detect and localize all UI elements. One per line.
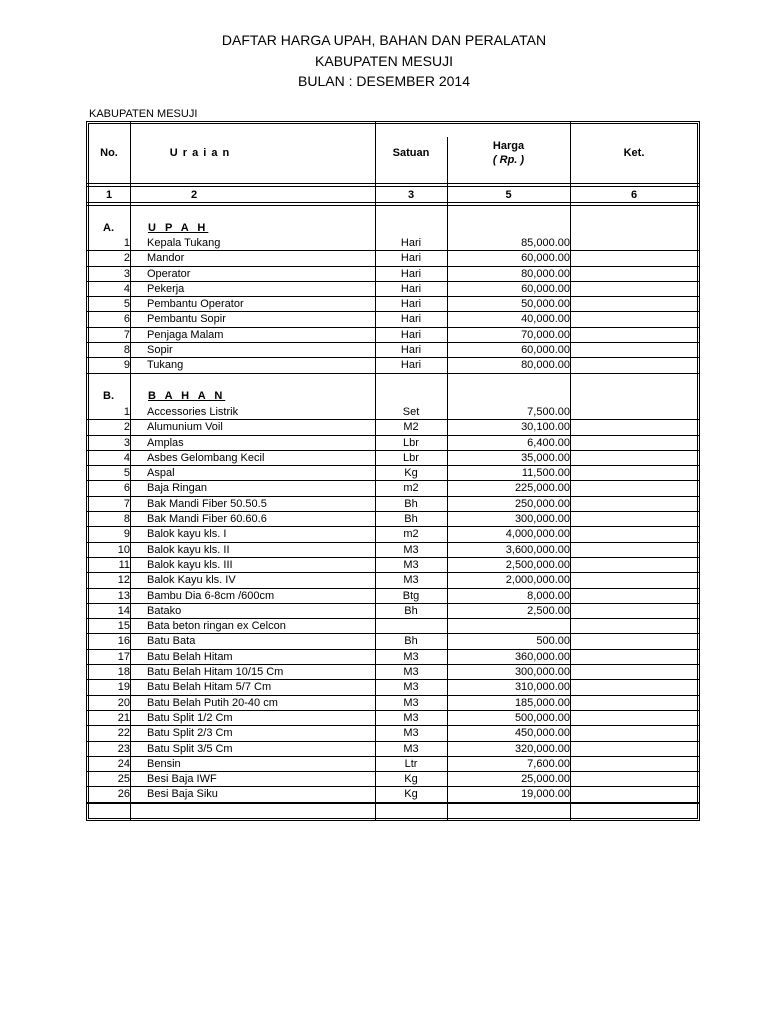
table-row [86, 742, 700, 757]
row-unit: Kg [404, 773, 418, 786]
row-description: Bensin [147, 757, 181, 770]
row-price: 7,600.00 [527, 757, 570, 770]
table-row [86, 328, 700, 343]
row-price: 25,000.00 [521, 773, 570, 786]
row-description: Besi Baja IWF [147, 773, 217, 786]
row-unit: Bh [404, 635, 418, 648]
row-description: Batu Split 2/3 Cm [147, 727, 233, 740]
row-description: Baja Ringan [147, 482, 207, 495]
row-unit: Hari [400, 298, 422, 311]
row-description: Kepala Tukang [147, 237, 221, 249]
table-row [86, 772, 700, 787]
row-unit: M3 [403, 574, 419, 587]
row-number: 7 [123, 497, 130, 510]
row-number: 25 [117, 773, 130, 786]
row-unit: M3 [403, 666, 419, 679]
section-title: B A H A N [148, 390, 226, 402]
header-divider [86, 183, 700, 184]
header-divider [86, 205, 700, 206]
table-row [86, 297, 700, 312]
row-unit: M3 [403, 650, 419, 663]
row-description: Balok kayu kls. I [147, 528, 227, 541]
table-row [86, 481, 700, 496]
row-price: 7,500.00 [527, 406, 570, 418]
row-unit: Kg [404, 788, 418, 801]
row-unit: M3 [403, 543, 419, 556]
row-number: 6 [123, 313, 130, 326]
table-row [86, 497, 700, 512]
column-number: 3 [407, 189, 415, 201]
row-number: 20 [117, 696, 130, 709]
table-row [86, 251, 700, 266]
row-description: Mandor [147, 252, 185, 265]
row-price: 320,000.00 [514, 742, 570, 755]
row-price: 4,000,000.00 [505, 528, 570, 541]
row-number: 13 [117, 589, 130, 602]
row-unit: M2 [403, 421, 419, 434]
row-description: Batu Belah Hitam 5/7 Cm [147, 681, 272, 694]
table-row [86, 573, 700, 588]
row-number: 23 [117, 742, 130, 755]
row-description: Balok kayu kls. II [147, 543, 230, 556]
row-description: Sopir [147, 344, 173, 357]
row-unit: Hari [400, 344, 422, 357]
document-subtitle-region: KABUPATEN MESUJI [315, 53, 453, 69]
row-price: 2,500.00 [527, 604, 570, 617]
header-no: No. [100, 147, 118, 159]
row-price: 60,000.00 [521, 282, 570, 295]
row-price: 500.00 [536, 635, 570, 648]
header-satuan: Satuan [392, 147, 430, 159]
header-harga: Harga [492, 140, 525, 152]
header-divider [86, 186, 700, 187]
row-unit: Hari [400, 252, 422, 265]
row-number: 3 [123, 436, 130, 449]
header-uraian: U r a i a n [169, 147, 231, 159]
row-description: Alumunium Voil [147, 421, 223, 434]
row-price: 500,000.00 [514, 711, 570, 724]
table-row [86, 527, 700, 542]
row-number: 26 [117, 788, 130, 801]
row-price: 300,000.00 [514, 513, 570, 526]
row-number: 7 [123, 328, 130, 341]
row-description: Batu Belah Hitam [147, 650, 233, 663]
row-description: Balok Kayu kls. IV [147, 574, 236, 587]
row-price: 310,000.00 [514, 681, 570, 694]
table-row [86, 604, 700, 619]
row-description: Pembantu Operator [147, 298, 244, 311]
column-number: 2 [190, 189, 198, 201]
table-row [86, 312, 700, 327]
row-price: 8,000.00 [527, 589, 570, 602]
row-number: 6 [123, 482, 130, 495]
row-price: 30,100.00 [521, 421, 570, 434]
row-number: 16 [117, 635, 130, 648]
row-number: 5 [123, 467, 130, 480]
table-row [86, 650, 700, 665]
table-row [86, 343, 700, 358]
row-description: Amplas [147, 436, 184, 449]
row-price: 50,000.00 [521, 298, 570, 311]
document-subtitle-month: BULAN : DESEMBER 2014 [298, 73, 470, 89]
row-unit: M3 [403, 696, 419, 709]
row-price: 80,000.00 [521, 267, 570, 280]
row-number: 22 [117, 727, 130, 740]
row-price: 60,000.00 [521, 252, 570, 265]
row-price: 19,000.00 [521, 788, 570, 801]
table-row [86, 634, 700, 649]
row-description: Bata beton ringan ex Celcon [147, 620, 286, 633]
row-price: 6,400.00 [527, 436, 570, 449]
table-row [86, 358, 700, 373]
row-number: 24 [117, 757, 130, 770]
row-unit: M3 [403, 681, 419, 694]
row-price: 70,000.00 [521, 328, 570, 341]
table-row [86, 451, 700, 466]
table-row [86, 757, 700, 772]
section-letter: B. [103, 390, 114, 402]
row-number: 19 [117, 681, 130, 694]
row-unit: Hari [400, 328, 422, 341]
section-title: U P A H [148, 222, 209, 234]
header-harga-unit: ( Rp. ) [492, 154, 525, 166]
column-number: 5 [505, 189, 512, 201]
row-price: 225,000.00 [514, 482, 570, 495]
row-price: 2,000,000.00 [505, 574, 570, 587]
row-number: 12 [117, 574, 130, 587]
row-description: Batu Belah Hitam 10/15 Cm [147, 666, 284, 679]
table-row [86, 267, 700, 282]
row-number: 5 [123, 298, 130, 311]
row-number: 1 [123, 237, 130, 249]
row-unit: Hari [400, 237, 422, 249]
row-unit: M3 [403, 711, 419, 724]
row-unit: Hari [400, 282, 422, 295]
row-number: 9 [123, 528, 130, 541]
table-row [86, 680, 700, 695]
table-row [86, 711, 700, 726]
row-description: Tukang [147, 359, 184, 372]
row-unit: Ltr [404, 757, 418, 770]
row-description: Bak Mandi Fiber 60.60.6 [147, 513, 267, 526]
row-price: 450,000.00 [514, 727, 570, 740]
row-description: Batu Split 1/2 Cm [147, 711, 233, 724]
header-ket: Ket. [623, 147, 645, 159]
header-divider [86, 202, 700, 203]
row-price: 3,600,000.00 [505, 543, 570, 556]
table-row [86, 787, 700, 802]
row-description: Batu Belah Putih 20-40 cm [147, 696, 278, 709]
column-number: 6 [630, 189, 638, 201]
row-unit: M3 [403, 742, 419, 755]
row-number: 17 [117, 650, 130, 663]
table-row [86, 420, 700, 435]
row-unit: M3 [403, 558, 419, 571]
row-unit: Hari [400, 313, 422, 326]
table-row [86, 466, 700, 481]
table-row [86, 436, 700, 451]
row-price: 2,500,000.00 [505, 558, 570, 571]
table-row [86, 236, 700, 251]
table-row [86, 619, 700, 634]
row-description: Accessories Listrik [147, 406, 239, 418]
table-row [86, 543, 700, 558]
row-unit: Bh [404, 604, 418, 617]
row-description: Pembantu Sopir [147, 313, 226, 326]
row-number: 4 [123, 451, 130, 464]
table-row [86, 726, 700, 741]
row-number: 2 [123, 252, 130, 265]
row-description: Operator [147, 267, 191, 280]
row-price: 35,000.00 [521, 451, 570, 464]
section-letter: A. [103, 222, 114, 234]
table-end-divider [86, 803, 700, 804]
row-price: 185,000.00 [514, 696, 570, 709]
column-number: 1 [105, 189, 113, 201]
row-unit: Hari [400, 267, 422, 280]
table-row [86, 512, 700, 527]
row-unit: M3 [403, 727, 419, 740]
row-description: Batu Bata [147, 635, 196, 648]
row-number: 9 [123, 359, 130, 372]
table-row [86, 282, 700, 297]
row-description: Pekerja [147, 282, 185, 295]
row-description: Balok kayu kls. III [147, 558, 233, 571]
row-price: 40,000.00 [521, 313, 570, 326]
row-unit: Btg [402, 589, 420, 602]
row-number: 3 [123, 267, 130, 280]
row-description: Besi Baja Siku [147, 788, 218, 801]
row-price: 360,000.00 [514, 650, 570, 663]
table-row [86, 405, 700, 420]
region-label: KABUPATEN MESUJI [89, 108, 198, 120]
row-number: 10 [117, 543, 130, 556]
table-row [86, 589, 700, 604]
table-row [86, 696, 700, 711]
row-number: 14 [117, 604, 130, 617]
row-number: 2 [123, 421, 130, 434]
row-description: Batu Split 3/5 Cm [147, 742, 233, 755]
row-price: 80,000.00 [521, 359, 570, 372]
row-price: 300,000.00 [514, 666, 570, 679]
row-description: Batako [147, 604, 182, 617]
row-number: 21 [117, 711, 130, 724]
row-description: Bak Mandi Fiber 50.50.5 [147, 497, 267, 510]
row-number: 8 [123, 344, 130, 357]
row-number: 1 [123, 406, 130, 418]
row-number: 15 [117, 620, 130, 633]
table-row [86, 665, 700, 680]
table-row [86, 558, 700, 573]
row-unit: Lbr [403, 436, 419, 449]
section-rows-upah [86, 236, 700, 374]
document-title: DAFTAR HARGA UPAH, BAHAN DAN PERALATAN [221, 32, 547, 48]
row-number: 4 [123, 282, 130, 295]
row-price: 60,000.00 [521, 344, 570, 357]
row-unit: Lbr [403, 451, 419, 464]
section-rows-bahan [86, 405, 700, 803]
row-number: 18 [117, 666, 130, 679]
row-unit: Bh [404, 497, 418, 510]
row-unit: Hari [400, 359, 422, 372]
row-number: 11 [118, 558, 130, 571]
row-description: Penjaga Malam [147, 328, 224, 341]
row-description: Asbes Gelombang Kecil [147, 451, 265, 464]
row-price: 11,500.00 [521, 467, 570, 480]
row-description: Aspal [147, 467, 175, 480]
row-description: Bambu Dia 6-8cm /600cm [147, 589, 275, 602]
row-unit: m2 [403, 482, 419, 495]
row-unit: Bh [404, 513, 418, 526]
row-number: 8 [123, 513, 130, 526]
row-price: 85,000.00 [521, 237, 570, 249]
row-unit: m2 [403, 528, 419, 541]
row-unit: Kg [404, 467, 418, 480]
row-unit: Set [402, 406, 420, 418]
row-price: 250,000.00 [514, 497, 570, 510]
